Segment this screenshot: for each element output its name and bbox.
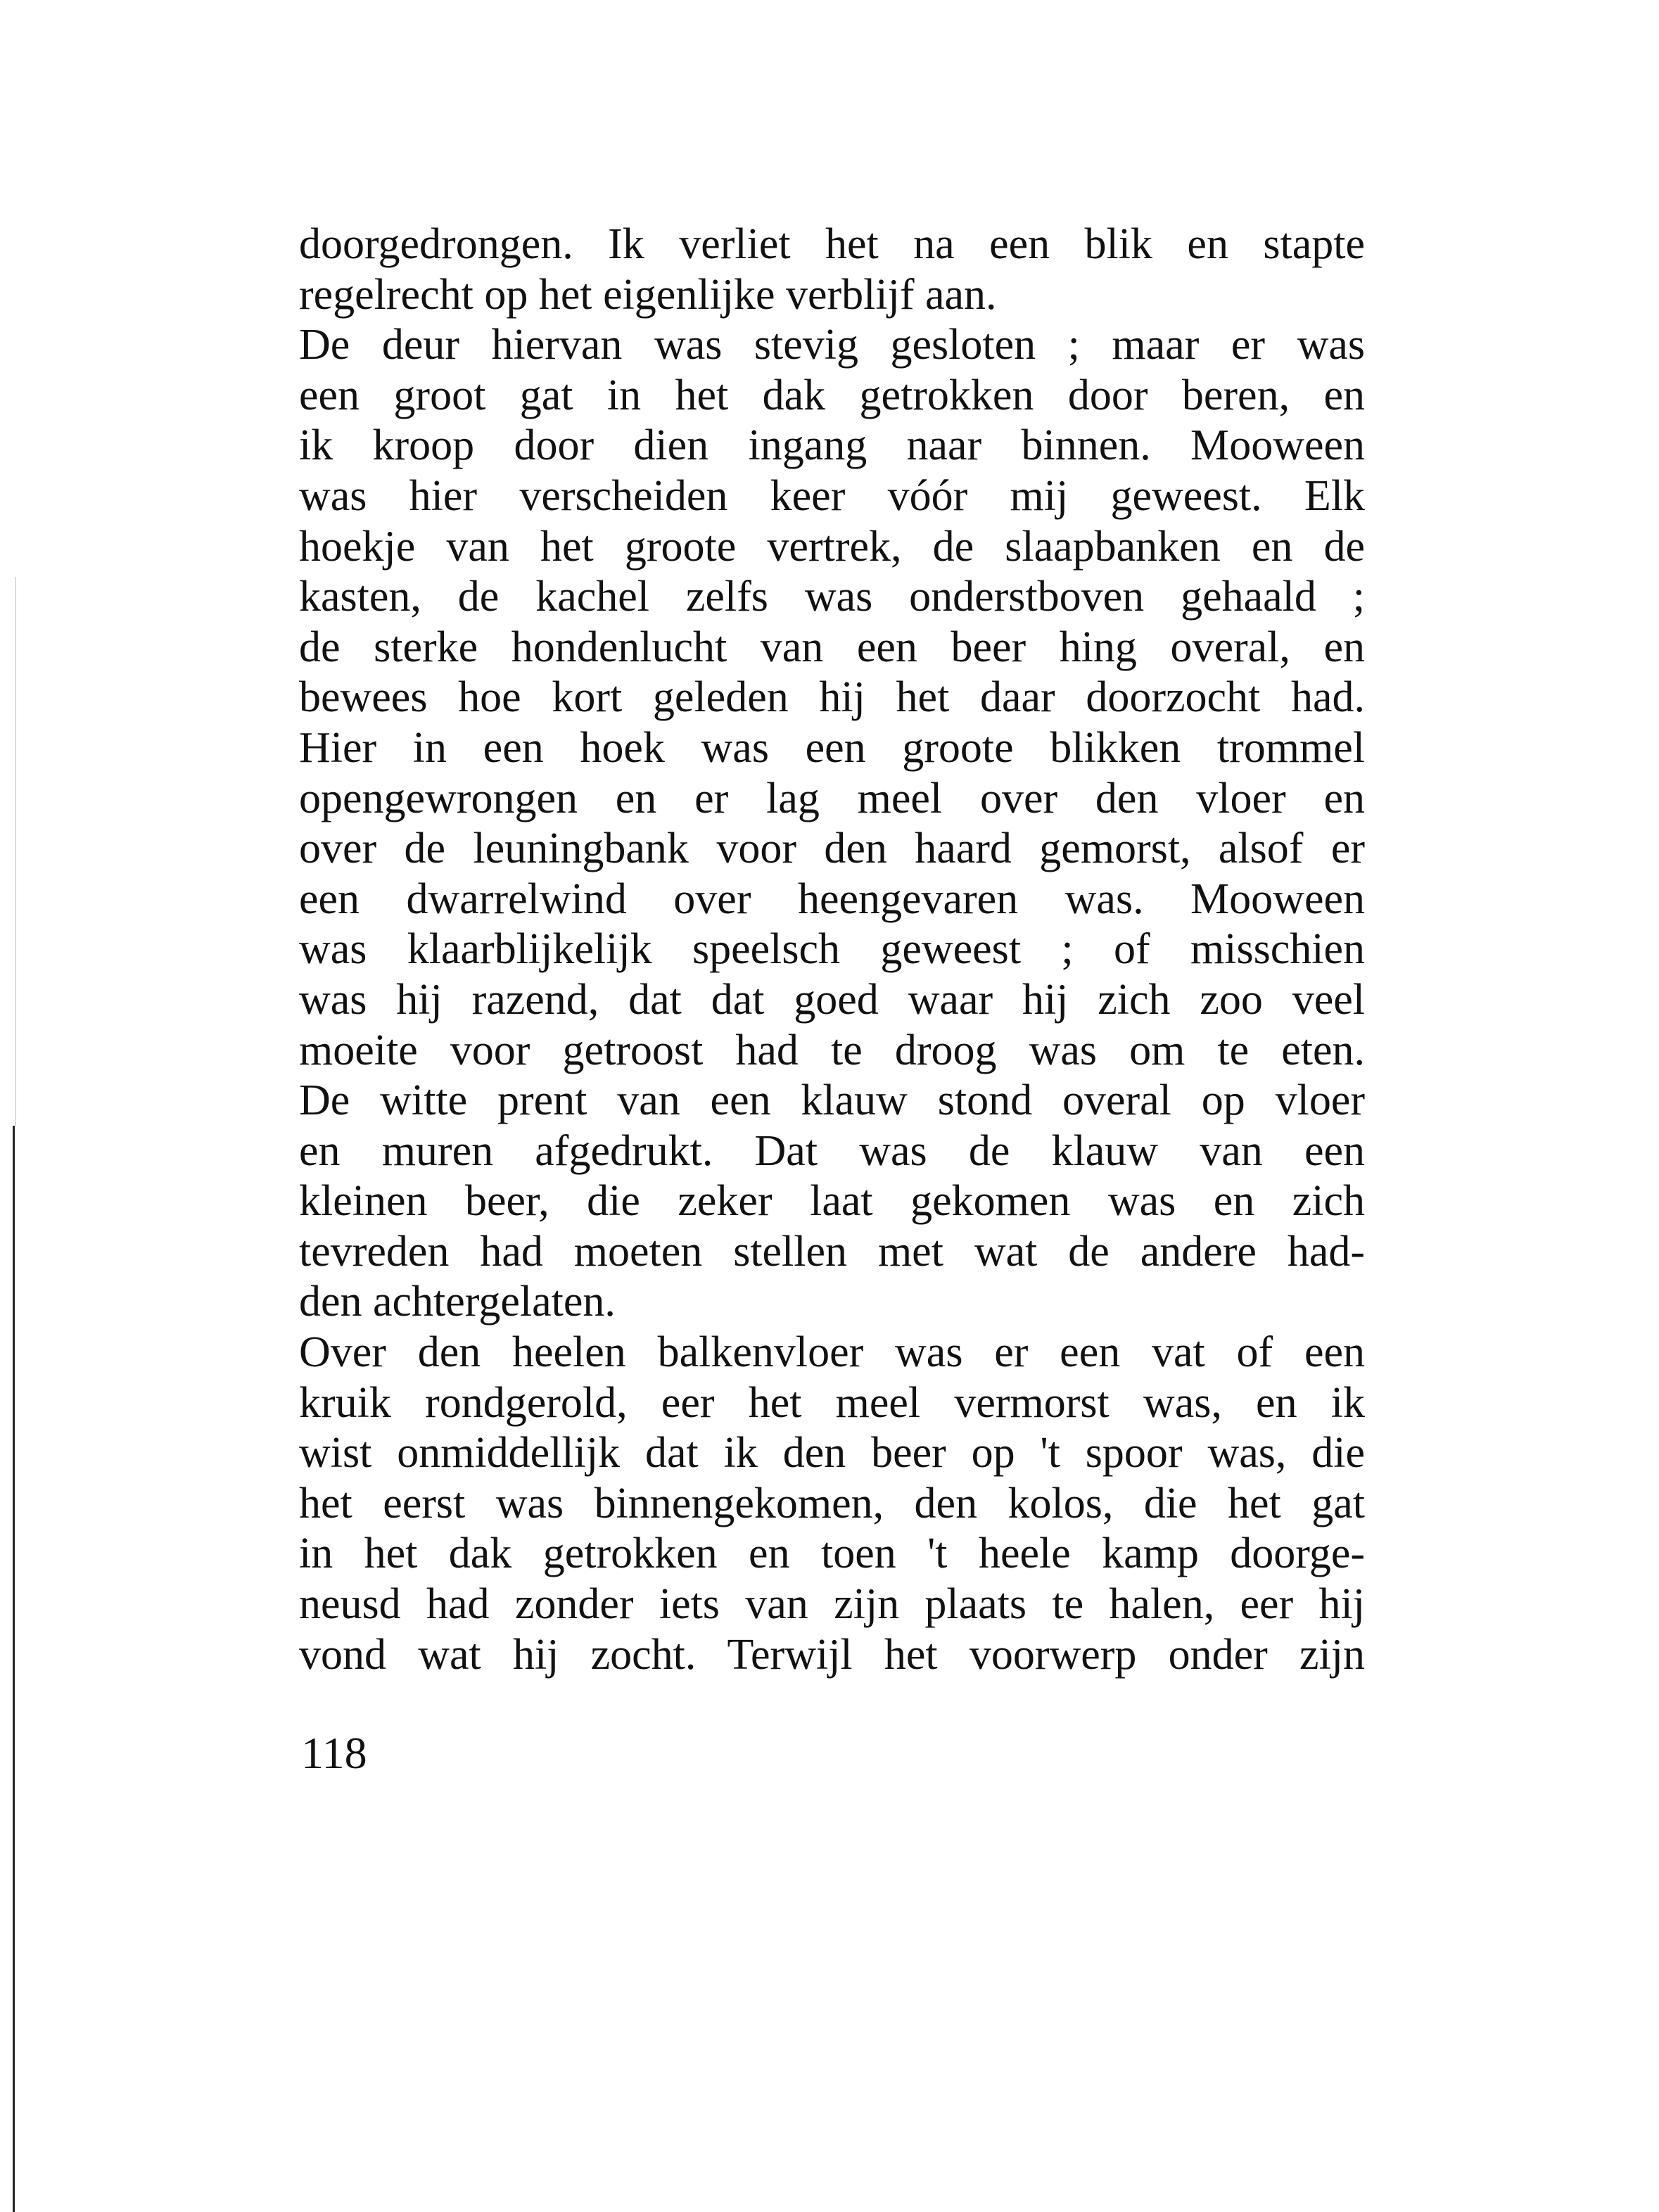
text-line: wist onmiddellijk dat ik den beer op 't spoor was, die <box>299 1429 1365 1477</box>
text-line: ik kroop door dien ingang naar binnen. Mooween <box>299 421 1365 470</box>
scan-edge-shadow <box>15 577 16 1126</box>
text-line: een dwarrelwind over heengevaren was. Mooween <box>299 875 1365 923</box>
text-line: vond wat hij zocht. Terwijl het voorwerp onder zijn <box>299 1630 1365 1679</box>
text-line: was hier verscheiden keer vóór mij geweest. Elk <box>299 471 1365 520</box>
text-line: tevreden had moeten stellen met wat de andere had- <box>299 1227 1365 1276</box>
scan-edge-line <box>13 1126 15 2212</box>
text-line: en muren afgedrukt. Dat was de klauw van een <box>299 1126 1365 1175</box>
text-line: kasten, de kachel zelfs was onderstboven gehaald ; <box>299 573 1365 621</box>
text-line: Over den heelen balkenvloer was er een vat of een <box>299 1328 1365 1377</box>
text-line: over de leuningbank voor den haard gemorst, alsof er <box>299 825 1365 873</box>
body-text <box>299 220 1365 1680</box>
text-line: kleinen beer, die zeker laat gekomen was en zich <box>299 1177 1365 1226</box>
text-line: was hij razend, dat dat goed waar hij zich zoo veel <box>299 975 1365 1024</box>
text-line: den achtergelaten. <box>299 1278 616 1326</box>
text-line: hoekje van het groote vertrek, de slaapbanken en de <box>299 522 1365 571</box>
text-line: opengewrongen en er lag meel over den vloer en <box>299 774 1365 822</box>
text-line: Hier in een hoek was een groote blikken trommel <box>299 723 1365 772</box>
text-line: was klaarblijkelijk speelsch geweest ; of misschien <box>299 925 1365 974</box>
text-line: regelrecht op het eigenlijke verblijf aan. <box>299 270 997 319</box>
page-number: 118 <box>301 1728 367 1778</box>
text-line: kruik rondgerold, eer het meel vermorst was, en ik <box>299 1378 1365 1427</box>
text-line: bewees hoe kort geleden hij het daar doorzocht had. <box>299 673 1365 722</box>
text-line: De deur hiervan was stevig gesloten ; maar er was <box>299 321 1365 369</box>
text-line: doorgedrongen. Ik verliet het na een blik en stapte <box>299 220 1365 268</box>
text-line: neusd had zonder iets van zijn plaats te halen, eer hij <box>299 1580 1365 1629</box>
text-line: de sterke hondenlucht van een beer hing overal, en <box>299 623 1365 671</box>
text-line: het eerst was binnengekomen, den kolos, die het gat <box>299 1479 1365 1527</box>
text-line: moeite voor getroost had te droog was om te eten. <box>299 1026 1365 1074</box>
text-line: in het dak getrokken en toen 't heele kamp doorge- <box>299 1530 1365 1578</box>
text-line: De witte prent van een klauw stond overal op vloer <box>299 1076 1365 1125</box>
text-line: een groot gat in het dak getrokken door beren, en <box>299 371 1365 419</box>
